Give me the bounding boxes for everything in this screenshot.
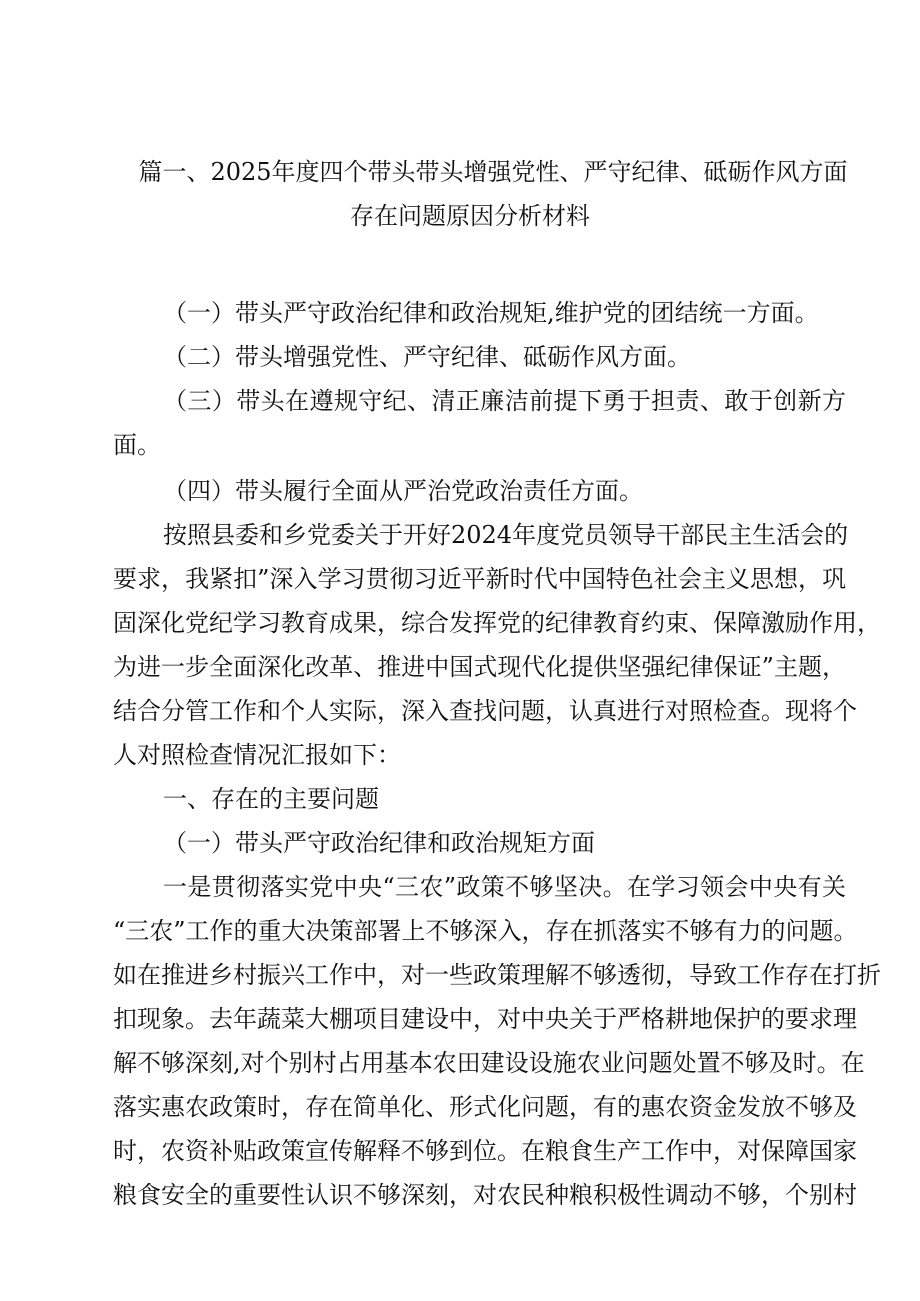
paragraph-line: 人对照检查情况汇报如下： xyxy=(113,741,401,769)
title-line-1: 篇一、2025年度四个带头带头增强党性、严守纪律、砥砺作风方面 xyxy=(138,158,848,186)
paragraph-line: 按照县委和乡党委关于开好2024年度党员领导干部民主生活会的 xyxy=(163,521,849,549)
paragraph-line: 扣现象。去年蔬菜大棚项目建设中，对中央关于严格耕地保护的要求理 xyxy=(113,1005,857,1033)
paragraph-line: 固深化党纪学习教育成果，综合发挥党的纪律教育约束、保障激励作用， xyxy=(113,609,881,637)
paragraph-line: 要求，我紧扣”深入学习贯彻习近平新时代中国特色社会主义思想，巩 xyxy=(113,565,846,593)
paragraph-line: （三）带头在遵规守纪、清正廉洁前提下勇于担责、敢于创新方 xyxy=(163,387,846,415)
paragraph-line: 为进一步全面深化改革、推进中国式现代化提供坚强纪律保证”主题， xyxy=(113,653,846,681)
paragraph-line: 一是贯彻落实党中央“三农”政策不够坚决。在学习领会中央有关 xyxy=(163,873,846,901)
paragraph-line: 落实惠农政策时，存在简单化、形式化问题，有的惠农资金发放不够及 xyxy=(113,1093,857,1121)
paragraph-line: 面。 xyxy=(113,431,161,459)
paragraph-line: 时，农资补贴政策宣传解释不够到位。在粮食生产工作中，对保障国家 xyxy=(113,1137,857,1165)
paragraph-line: 如在推进乡村振兴工作中，对一些政策理解不够透彻，导致工作存在打折 xyxy=(113,961,881,989)
paragraph-line: （一）带头严守政治纪律和政治规矩,维护党的团结统一方面。 xyxy=(163,299,819,327)
title-line-2: 存在问题原因分析材料 xyxy=(350,202,590,230)
section-heading: 一、存在的主要问题 xyxy=(163,785,379,813)
subsection-heading: （一）带头严守政治纪律和政治规矩方面 xyxy=(163,829,595,857)
paragraph-line: （四）带头履行全面从严治党政治责任方面。 xyxy=(163,477,643,505)
paragraph-line: “三农”工作的重大决策部署上不够深入，存在抓落实不够有力的问题。 xyxy=(113,917,858,945)
paragraph-line: 粮食安全的重要性认识不够深刻，对农民种粮积极性调动不够，个别村 xyxy=(113,1181,857,1209)
paragraph-line: （二）带头增强党性、严守纪律、砥砺作风方面。 xyxy=(163,343,691,371)
paragraph-line: 解不够深刻,对个别村占用基本农田建设设施农业问题处置不够及时。在 xyxy=(113,1049,865,1077)
paragraph-line: 结合分管工作和个人实际，深入查找问题，认真进行对照检查。现将个 xyxy=(113,697,857,725)
